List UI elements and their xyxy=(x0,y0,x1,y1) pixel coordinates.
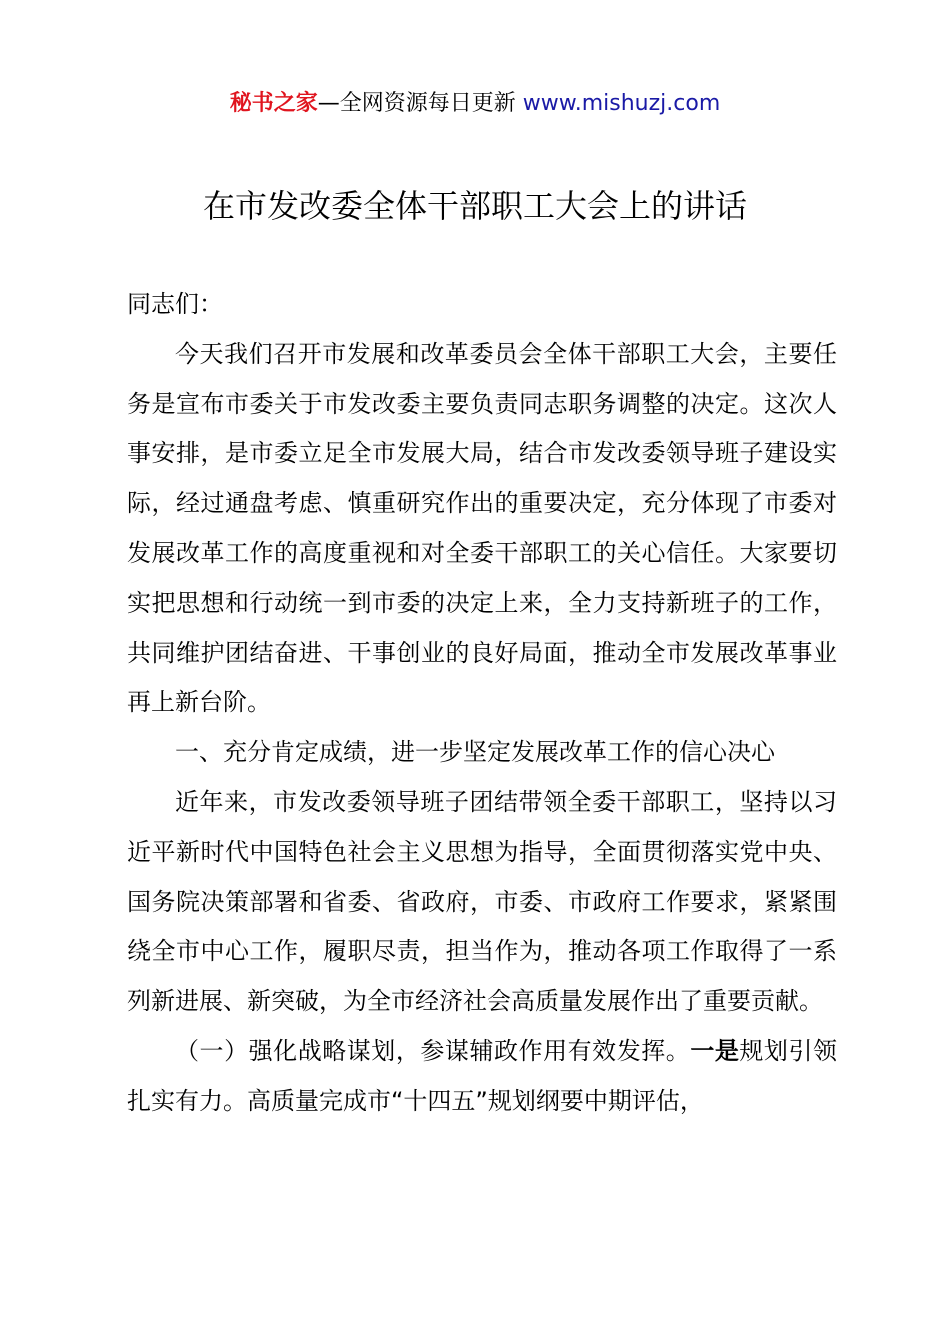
salutation: 同志们： xyxy=(127,290,223,318)
section-heading-1: 一、充分肯定成绩，进一步坚定发展改革工作的信心决心 xyxy=(175,738,775,767)
document-body xyxy=(127,280,837,1127)
point-marker-first: 一是 xyxy=(690,1036,740,1065)
paragraph-achievements: 近年来，市发改委领导班子团结带领全委干部职工，坚持以习近平新时代中国特色社会主义思想为指导，全面贯彻落实党中央、国务院决策部署和省委、省政府，市委、市政府工作要求，紧紧围绕全市中心工作，履职尽责，担当作为，推动各项工作取得了一系列新进展、新突破，为全市经济社会高质量发展作出了重要贡献。 xyxy=(127,787,837,1016)
site-url-link[interactable]: www.mishuzj.com xyxy=(522,91,721,116)
document-title: 在市发改委全体干部职工大会上的讲话 xyxy=(202,187,747,225)
site-header xyxy=(0,88,950,120)
paragraph-intro: 今天我们召开市发展和改革委员会全体干部职工大会，主要任务是宣布市委关于市发改委主要负责同志职务调整的决定。这次人事安排，是市委立足全市发展大局，结合市发改委领导班子建设实际，经过通盘考虑、慎重研究作出的重要决定，充分体现了市委对发展改革工作的高度重视和对全委干部职工的关心信任。大家要切实把思想和行动统一到市委的决定上来，全力支持新班子的工作，共同维护团结奋进、干事创业的良好局面，推动全市发展改革事业再上新台阶。 xyxy=(127,339,837,717)
paragraph-strategy xyxy=(127,1027,837,1127)
brand-name: 秘书之家 xyxy=(229,91,318,116)
point-text-first: 规划引领扎实有力。高质量完成市“十四五”规划纲要中期评估， xyxy=(127,1036,838,1115)
subsection-heading-1: （一）强化战略谋划，参谋辅政作用有效发挥。 xyxy=(175,1036,691,1065)
header-slogan: —全网资源每日更新 xyxy=(317,91,523,116)
